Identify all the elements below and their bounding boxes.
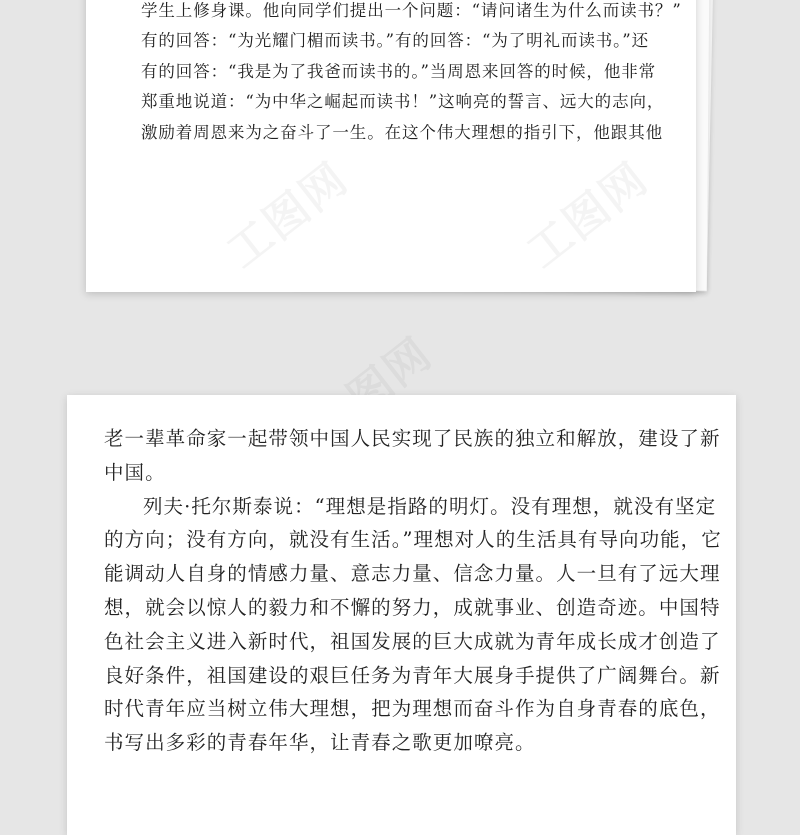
text-line: 想，就会以惊人的毅力和不懈的努力，成就事业、创造奇迹。中国特 [104,595,721,619]
top-page-text [141,0,682,148]
text-line: 学生上修身课。他向同学们提出一个问题：“请问诸生为什么而读书？” [141,1,682,20]
text-line: 良好条件，祖国建设的艰巨任务为青年大展身手提供了广阔舞台。新 [104,663,721,687]
bottom-page-text [104,422,722,760]
text-line: 有的回答：“为光耀门楣而读书。”有的回答：“为了明礼而读书。”还 [141,31,650,51]
text-line: 书写出多彩的青春年华，让青春之歌更加嘹亮。 [104,731,536,755]
text-line: 的方向；没有方向，就没有生活。”理想对人的生活具有导向功能，它 [104,528,722,552]
watermark [211,144,359,279]
text-line: 中国。 [104,460,166,484]
text-line: 能调动人自身的情感力量、意志力量、信念力量。人一旦有了远大理 [104,562,721,586]
text-line: 郑重地说道：“为中华之崛起而读书！”这响亮的誓言、远大的志向， [141,92,665,112]
text-line: 激励着周恩来为之奋斗了一生。在这个伟大理想的指引下，他跟其他 [141,122,663,142]
text-line: 有的回答：“我是为了我爸而读书的。”当周恩来回答的时候，他非常 [141,61,657,81]
text-line: 色社会主义进入新时代，祖国发展的巨大成就为青年成长成才创造了 [104,629,721,653]
watermark [511,144,659,279]
text-line: 老一辈革命家一起带领中国人民实现了民族的独立和解放，建设了新 [104,427,721,450]
top-document-page [86,0,696,292]
bottom-document-page [67,395,736,835]
text-line: 时代青年应当树立伟大理想，把为理想而奋斗作为自身青春的底色， [104,697,721,721]
text-line: 列夫·托尔斯泰说：“理想是指路的明灯。没有理想，就没有坚定 [143,494,717,518]
